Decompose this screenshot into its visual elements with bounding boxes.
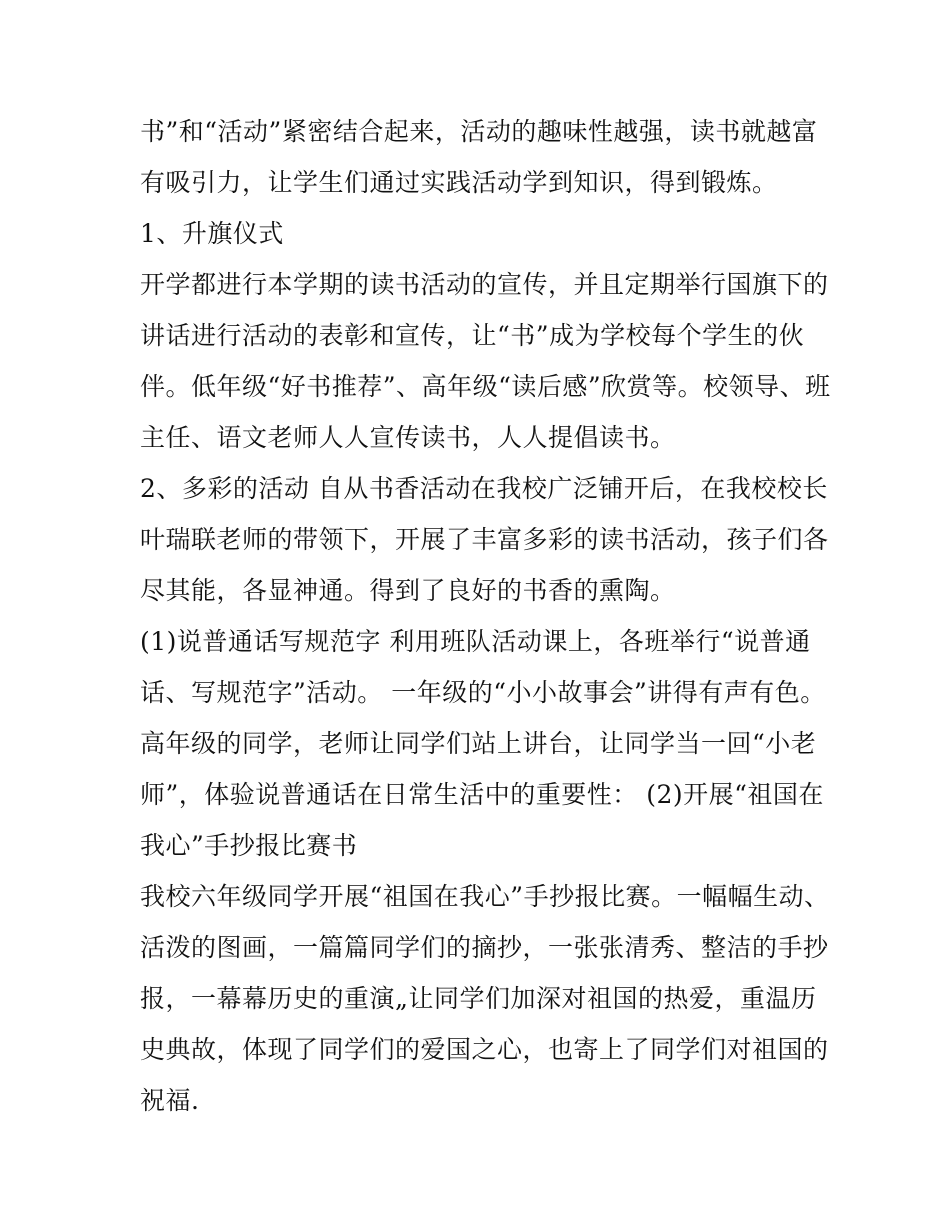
text-line: 师”，体验说普通话在日常生活中的重要性： (2)开展“祖国在 [140,780,824,809]
text-line: 讲话进行活动的表彰和宣传，让“书”成为学校每个学生的伙 [140,321,805,350]
text-line: (1)说普通话写规范字 利用班队活动课上，各班举行“说普通 [140,627,811,656]
text-line: 我心”手抄报比赛书 [140,831,358,860]
text-line: 史典故，体现了同学们的爱国之心，也寄上了同学们对祖国的 [140,1035,829,1064]
text-line: 高年级的同学，老师让同学们站上讲台，让同学当一回“小老 [140,729,817,758]
text-line: 有吸引力，让学生们通过实践活动学到知识，得到锻炼。 [140,168,778,197]
text-line: 我校六年级同学开展“祖国在我心”手抄报比赛。一幅幅生动、 [140,882,830,911]
text-line: 叶瑞联老师的带领下，开展了丰富多彩的读书活动，孩子们各 [140,525,829,554]
text-line: 报，一幕幕历史的重演„让同学们加深对祖国的热爱，重温历 [140,984,817,1013]
text-line: 尽其能，各显神通。得到了良好的书香的熏陶。 [140,576,676,605]
document-body [140,106,831,1126]
text-line: 话、写规范字”活动。 一年级的“小小故事会”讲得有声有色。 [140,678,826,707]
text-line: 书”和“活动”紧密结合起来，活动的趣味性越强，读书就越富 [140,117,818,146]
text-line: 主任、语文老师人人宣传读书，人人提倡读书。 [140,423,676,452]
text-line: 伴。低年级“好书推荐”、高年级“读后感”欣赏等。校领导、班 [140,372,831,401]
text-line: 活泼的图画，一篇篇同学们的摘抄，一张张清秀、整洁的手抄 [140,933,829,962]
text-line: 祝福. [140,1086,200,1115]
section-heading: 1、升旗仪式 [140,219,284,248]
text-line: 2、多彩的活动 自从书香活动在我校广泛铺开后，在我校校长 [140,474,828,503]
text-line: 开学都进行本学期的读书活动的宣传，并且定期举行国旗下的 [140,270,829,299]
